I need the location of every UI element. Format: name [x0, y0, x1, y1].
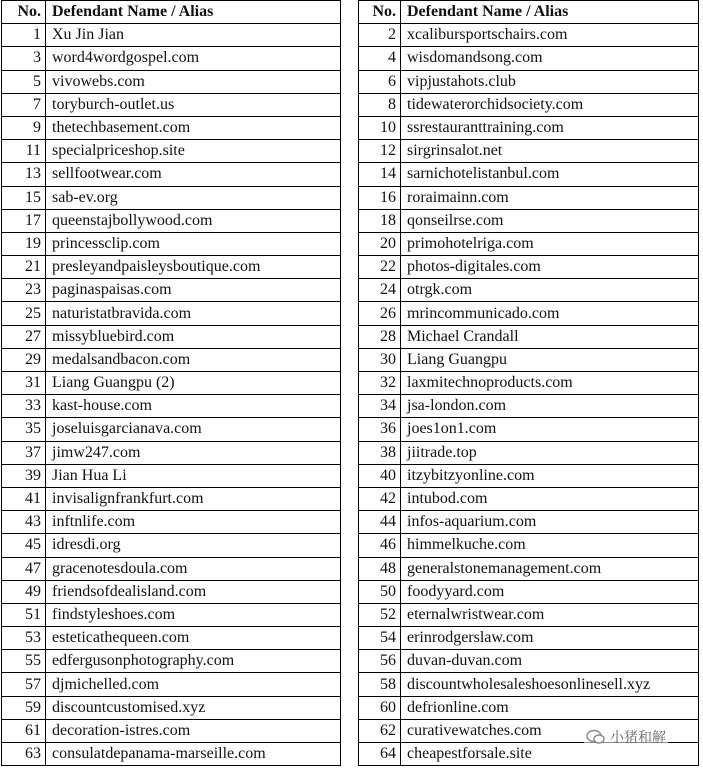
table-row	[359, 302, 699, 325]
defendant-name: jsa-london.com	[401, 395, 699, 418]
row-number: 44	[359, 511, 401, 534]
defendant-name: ssrestauranttraining.com	[401, 116, 699, 139]
row-number: 12	[359, 140, 401, 163]
table-row	[359, 534, 699, 557]
row-number: 47	[2, 557, 46, 580]
row-number: 10	[359, 116, 401, 139]
table-row	[359, 395, 699, 418]
defendant-name: naturistatbravida.com	[46, 302, 341, 325]
defendant-name: cheapestforsale.site	[401, 743, 699, 766]
defendant-name: intubod.com	[401, 487, 699, 510]
row-number: 3	[2, 47, 46, 70]
row-number: 62	[359, 719, 401, 742]
row-number: 2	[359, 24, 401, 47]
defendant-name: queenstajbollywood.com	[46, 209, 341, 232]
row-number: 34	[359, 395, 401, 418]
table-row	[2, 673, 341, 696]
defendant-name: roraimainn.com	[401, 186, 699, 209]
defendant-name: sirgrinsalot.net	[401, 140, 699, 163]
watermark	[584, 727, 668, 747]
defendant-name: discountcustomised.xyz	[46, 696, 341, 719]
row-number: 60	[359, 696, 401, 719]
row-number: 36	[359, 418, 401, 441]
row-number: 14	[359, 163, 401, 186]
row-number: 40	[359, 464, 401, 487]
defendant-name: idresdi.org	[46, 534, 341, 557]
row-number: 59	[2, 696, 46, 719]
defendant-name: tidewaterorchidsociety.com	[401, 93, 699, 116]
row-number: 4	[359, 47, 401, 70]
table-row	[2, 534, 341, 557]
table-row	[2, 372, 341, 395]
defendant-name: mrincommunicado.com	[401, 302, 699, 325]
defendant-table-right	[358, 0, 699, 766]
row-number: 50	[359, 580, 401, 603]
table-row	[359, 140, 699, 163]
defendant-name: jimw247.com	[46, 441, 341, 464]
defendant-name: specialpriceshop.site	[46, 140, 341, 163]
defendant-name: medalsandbacon.com	[46, 348, 341, 371]
table-row	[359, 24, 699, 47]
table-row	[359, 650, 699, 673]
row-number: 21	[2, 256, 46, 279]
defendant-name: xcalibursportschairs.com	[401, 24, 699, 47]
table-row	[2, 47, 341, 70]
defendant-name: laxmitechnoproducts.com	[401, 372, 699, 395]
row-number: 63	[2, 743, 46, 766]
table-row	[359, 487, 699, 510]
defendant-name: joseluisgarcianava.com	[46, 418, 341, 441]
table-row	[2, 464, 341, 487]
header-no: No.	[2, 1, 46, 24]
row-number: 18	[359, 209, 401, 232]
table-row	[2, 348, 341, 371]
table-row	[2, 418, 341, 441]
defendant-name: friendsofdealisland.com	[46, 580, 341, 603]
watermark-text: 小猪和解	[610, 730, 666, 746]
row-number: 24	[359, 279, 401, 302]
defendant-name: presleyandpaisleysboutique.com	[46, 256, 341, 279]
row-number: 43	[2, 511, 46, 534]
defendant-table-left	[1, 0, 341, 766]
row-number: 37	[2, 441, 46, 464]
defendant-name: joes1on1.com	[401, 418, 699, 441]
row-number: 54	[359, 627, 401, 650]
row-number: 49	[2, 580, 46, 603]
row-number: 42	[359, 487, 401, 510]
table-row	[359, 557, 699, 580]
table-row	[359, 93, 699, 116]
row-number: 20	[359, 232, 401, 255]
row-number: 19	[2, 232, 46, 255]
table-row	[359, 673, 699, 696]
table-row	[2, 70, 341, 93]
row-number: 41	[2, 487, 46, 510]
table-row	[359, 418, 699, 441]
row-number: 6	[359, 70, 401, 93]
defendant-name: erinrodgerslaw.com	[401, 627, 699, 650]
table-row	[2, 650, 341, 673]
defendant-name: Liang Guangpu	[401, 348, 699, 371]
table-row	[359, 232, 699, 255]
table-row	[2, 163, 341, 186]
table-row	[2, 232, 341, 255]
defendant-name: sellfootwear.com	[46, 163, 341, 186]
row-number: 11	[2, 140, 46, 163]
row-number: 61	[2, 719, 46, 742]
row-number: 27	[2, 325, 46, 348]
table-row	[359, 627, 699, 650]
row-number: 23	[2, 279, 46, 302]
defendant-name: vipjustahots.club	[401, 70, 699, 93]
row-number: 57	[2, 673, 46, 696]
row-number: 51	[2, 603, 46, 626]
table-row	[359, 464, 699, 487]
table-row	[2, 93, 341, 116]
table-row	[359, 511, 699, 534]
table-row	[359, 441, 699, 464]
table-row	[2, 395, 341, 418]
row-number: 26	[359, 302, 401, 325]
table-row	[2, 557, 341, 580]
row-number: 7	[2, 93, 46, 116]
defendant-name: itzybitzyonline.com	[401, 464, 699, 487]
row-number: 1	[2, 24, 46, 47]
table-row	[2, 627, 341, 650]
row-number: 45	[2, 534, 46, 557]
defendant-name: foodyyard.com	[401, 580, 699, 603]
defendant-name: toryburch-outlet.us	[46, 93, 341, 116]
defendant-name: Xu Jin Jian	[46, 24, 341, 47]
defendant-name: infos-aquarium.com	[401, 511, 699, 534]
row-number: 13	[2, 163, 46, 186]
defendant-name: findstyleshoes.com	[46, 603, 341, 626]
defendant-name: curativewatches.com	[401, 719, 699, 742]
wechat-icon	[586, 729, 606, 745]
defendant-name: princessclip.com	[46, 232, 341, 255]
defendant-name: word4wordgospel.com	[46, 47, 341, 70]
defendant-name: jiitrade.top	[401, 441, 699, 464]
header-no: No.	[359, 1, 401, 24]
row-number: 8	[359, 93, 401, 116]
row-number: 55	[2, 650, 46, 673]
table-row	[359, 348, 699, 371]
defendant-name: djmichelled.com	[46, 673, 341, 696]
row-number: 33	[2, 395, 46, 418]
table-row	[359, 279, 699, 302]
table-row	[2, 302, 341, 325]
row-number: 30	[359, 348, 401, 371]
table-row	[359, 372, 699, 395]
row-number: 39	[2, 464, 46, 487]
table-row	[2, 580, 341, 603]
row-number: 5	[2, 70, 46, 93]
defendant-name: defrionline.com	[401, 696, 699, 719]
table-row	[2, 256, 341, 279]
table-row	[2, 441, 341, 464]
table-row	[359, 580, 699, 603]
table-row	[359, 186, 699, 209]
defendant-name: generalstonemanagement.com	[401, 557, 699, 580]
table-row	[359, 116, 699, 139]
row-number: 17	[2, 209, 46, 232]
table-row	[359, 603, 699, 626]
row-number: 38	[359, 441, 401, 464]
table-row	[359, 325, 699, 348]
defendant-name: eternalwristwear.com	[401, 603, 699, 626]
table-row	[2, 116, 341, 139]
table-row	[2, 24, 341, 47]
defendant-name: kast-house.com	[46, 395, 341, 418]
row-number: 56	[359, 650, 401, 673]
table-row	[2, 140, 341, 163]
defendant-name: inftnlife.com	[46, 511, 341, 534]
table-row	[2, 719, 341, 742]
table-row	[2, 511, 341, 534]
defendant-name: paginaspaisas.com	[46, 279, 341, 302]
defendant-name: otrgk.com	[401, 279, 699, 302]
table-row	[2, 743, 341, 766]
defendant-name: wisdomandsong.com	[401, 47, 699, 70]
defendant-name: duvan-duvan.com	[401, 650, 699, 673]
defendant-name: edfergusonphotography.com	[46, 650, 341, 673]
row-number: 46	[359, 534, 401, 557]
defendant-name: sarnichotelistanbul.com	[401, 163, 699, 186]
defendant-name: decoration-istres.com	[46, 719, 341, 742]
row-number: 32	[359, 372, 401, 395]
defendant-name: Liang Guangpu (2)	[46, 372, 341, 395]
row-number: 35	[2, 418, 46, 441]
row-number: 28	[359, 325, 401, 348]
defendant-name: gracenotesdoula.com	[46, 557, 341, 580]
table-row	[2, 186, 341, 209]
defendant-name: consulatdepanama-marseille.com	[46, 743, 341, 766]
table-row	[359, 70, 699, 93]
row-number: 52	[359, 603, 401, 626]
table-row	[2, 325, 341, 348]
row-number: 48	[359, 557, 401, 580]
defendant-name: invisalignfrankfurt.com	[46, 487, 341, 510]
defendant-name: sab-ev.org	[46, 186, 341, 209]
defendant-name: himmelkuche.com	[401, 534, 699, 557]
row-number: 58	[359, 673, 401, 696]
defendant-name: Jian Hua Li	[46, 464, 341, 487]
defendant-name: esteticathequeen.com	[46, 627, 341, 650]
row-number: 25	[2, 302, 46, 325]
table-row	[359, 256, 699, 279]
row-number: 29	[2, 348, 46, 371]
defendant-name: qonseilrse.com	[401, 209, 699, 232]
table-row	[2, 209, 341, 232]
header-row	[2, 1, 341, 24]
defendant-name: discountwholesaleshoesonlinesell.xyz	[401, 673, 699, 696]
header-defendant-name: Defendant Name / Alias	[401, 1, 699, 24]
defendant-name: photos-digitales.com	[401, 256, 699, 279]
row-number: 9	[2, 116, 46, 139]
row-number: 64	[359, 743, 401, 766]
row-number: 22	[359, 256, 401, 279]
defendant-name: thetechbasement.com	[46, 116, 341, 139]
table-row	[359, 163, 699, 186]
defendant-name: Michael Crandall	[401, 325, 699, 348]
row-number: 15	[2, 186, 46, 209]
defendant-name: vivowebs.com	[46, 70, 341, 93]
defendant-name: primohotelriga.com	[401, 232, 699, 255]
row-number: 31	[2, 372, 46, 395]
row-number: 53	[2, 627, 46, 650]
table-row	[2, 279, 341, 302]
table-row	[359, 209, 699, 232]
table-row	[2, 603, 341, 626]
header-defendant-name: Defendant Name / Alias	[46, 1, 341, 24]
table-row	[2, 487, 341, 510]
row-number: 16	[359, 186, 401, 209]
table-row	[359, 47, 699, 70]
table-row	[2, 696, 341, 719]
header-row	[359, 1, 699, 24]
table-row	[359, 696, 699, 719]
defendant-name: missybluebird.com	[46, 325, 341, 348]
